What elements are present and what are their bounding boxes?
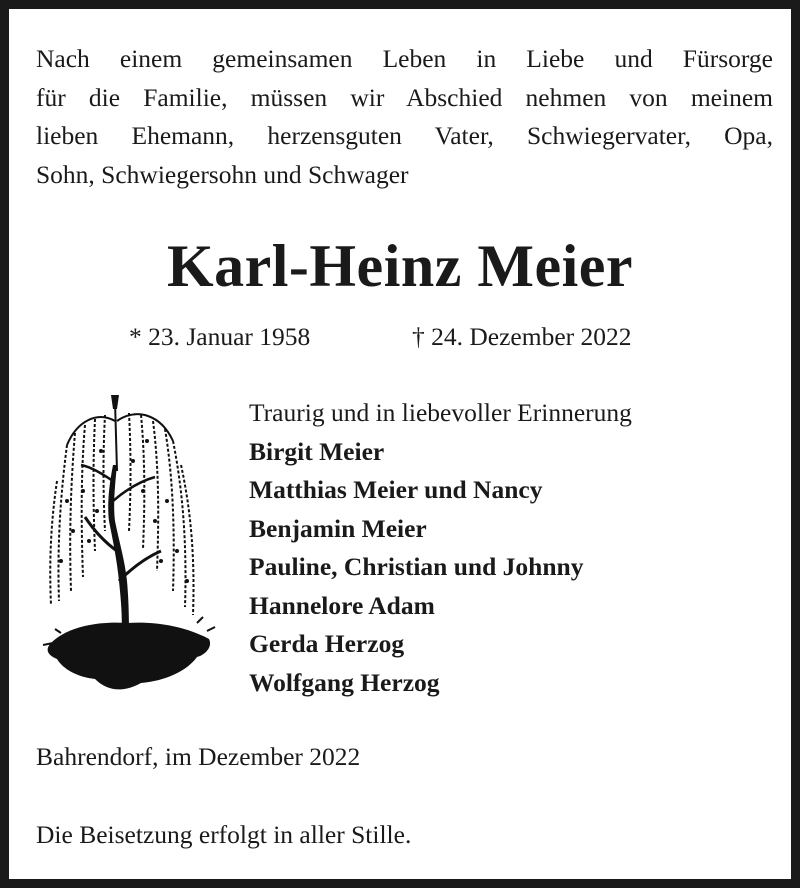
intro-line: für die Familie, müssen wir Abschied nehmen von meinem — [36, 82, 773, 112]
weeping-willow-icon — [37, 381, 217, 701]
mourner-name: Gerda Herzog — [249, 629, 405, 658]
mourner-name: Wolfgang Herzog — [249, 667, 440, 697]
intro-text — [36, 40, 773, 195]
mourner-name: Birgit Meier — [249, 436, 385, 466]
mourner-name: Pauline, Christian und Johnny — [249, 552, 584, 581]
mourner-name: Matthias Meier und Nancy — [249, 475, 543, 504]
intro-line: Sohn, Schwiegersohn und Schwager — [36, 160, 409, 190]
deceased-name: Karl-Heinz Meier — [166, 233, 634, 299]
death-date: † 24. Dezember 2022 — [412, 322, 632, 351]
birth-date: * 23. Januar 1958 — [129, 322, 311, 351]
mourners-lead: Traurig und in liebevoller Erinnerung — [249, 398, 632, 427]
mourner-name: Benjamin Meier — [249, 513, 427, 543]
intro-line: Nach einem gemeinsamen Leben in Liebe und Fürsorge — [36, 44, 773, 73]
burial-note: Die Beisetzung erfolgt in aller Stille. — [36, 820, 412, 849]
intro-line: lieben Ehemann, herzensguten Vater, Schwiegervater, Opa, — [36, 121, 773, 151]
mourner-name: Hannelore Adam — [249, 590, 435, 620]
mourners-list — [249, 394, 769, 702]
place-date: Bahrendorf, im Dezember 2022 — [36, 742, 361, 771]
